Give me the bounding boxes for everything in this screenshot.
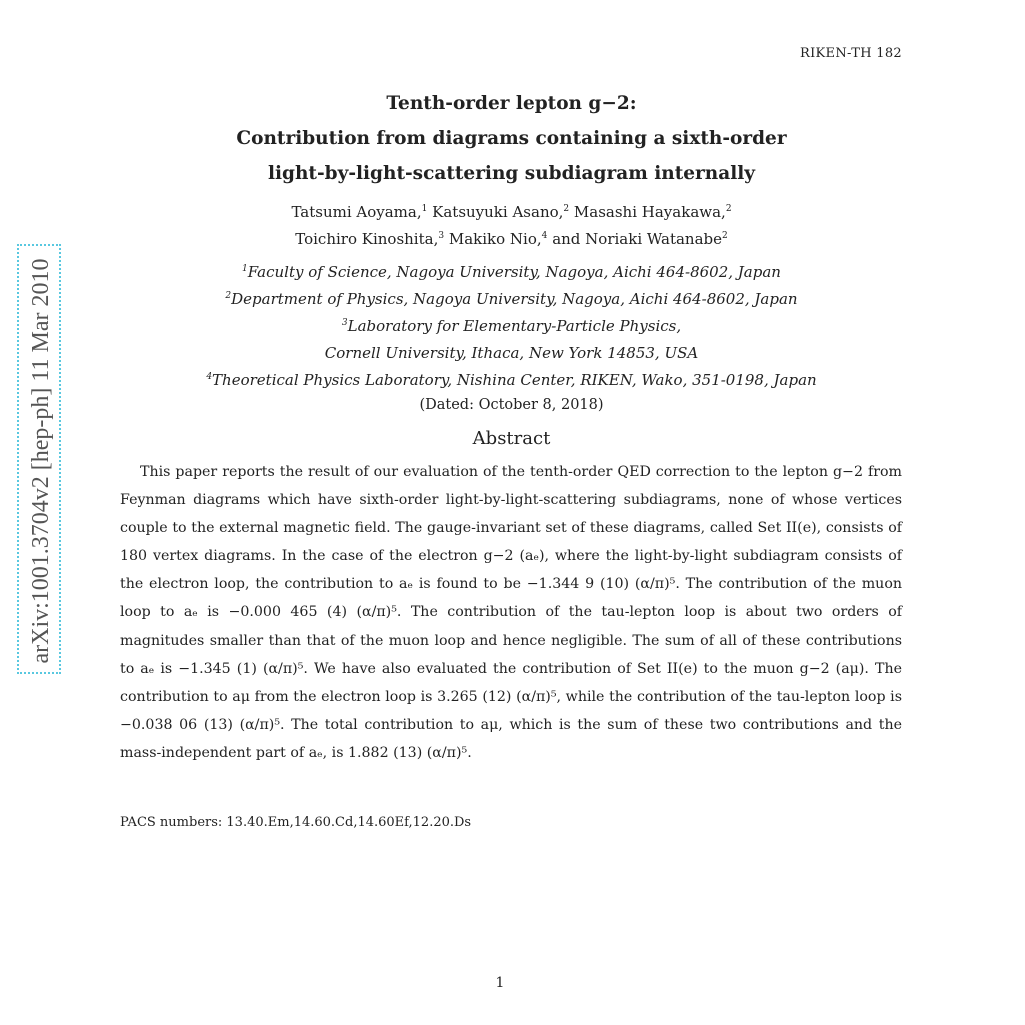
author-affil-mark: 1 (421, 204, 428, 214)
author-line-1 (120, 199, 903, 226)
page-number: 1 (495, 975, 505, 991)
author-name: and Noriaki Watanabe (552, 230, 722, 248)
affiliation-text: Department of Physics, Nagoya University, Nagoya, Aichi 464-8602, Japan (231, 290, 798, 308)
author-name: Katsuyuki Asano, (432, 203, 564, 221)
author-affil-mark: 2 (722, 231, 728, 241)
author-affil-mark: 4 (541, 231, 548, 241)
pacs-numbers: PACS numbers: 13.40.Em,14.60.Cd,14.60Ef,12.20.Ds (120, 815, 472, 830)
title-line-3: light-by-light-scattering subdiagram internally (267, 163, 756, 184)
affiliation-3 (120, 313, 903, 340)
title-line-2: Contribution from diagrams containing a sixth-order (236, 128, 787, 149)
abstract-body (120, 458, 902, 767)
author-name: Makiko Nio, (448, 230, 542, 248)
arxiv-stamp-text: arXiv:1001.3704v2 [hep-ph] 11 Mar 2010 (28, 258, 54, 664)
author-affil-mark: 2 (725, 204, 732, 214)
affiliation-mark: 4 (206, 372, 213, 382)
affiliation-text: Theoretical Physics Laboratory, Nishina Center, RIKEN, Wako, 351-0198, Japan (212, 371, 817, 389)
author-affil-mark: 2 (563, 204, 570, 214)
affiliation-3-cont (120, 340, 903, 367)
author-name: Masashi Hayakawa, (573, 203, 726, 221)
author-name: Toichiro Kinoshita, (295, 230, 439, 248)
affiliation-text: Laboratory for Elementary-Particle Physics, (347, 317, 682, 335)
abstract-heading: Abstract (472, 428, 551, 449)
dated-line: (Dated: October 8, 2018) (419, 397, 604, 413)
paper-title (120, 86, 903, 191)
author-affil-mark: 3 (438, 231, 445, 241)
affiliation-list (120, 259, 903, 394)
affiliation-mark: 2 (225, 291, 232, 301)
report-number: RIKEN-TH 182 (800, 46, 902, 61)
affiliation-mark: 1 (242, 264, 248, 274)
abstract-text: This paper reports the result of our evaluation of the tenth-order QED correction to the lepton g−2 from Feynman diagrams which have sixth-order light-by-light-scattering subdiagrams, none of whose vertices couple to the external magnetic field. The gauge-invariant set of these diagrams, called Set II(e), consists of 180 vertex diagrams. In the case of the electron g−2 (aₑ), where the light-by-light subdiagram consists of the electron loop, the contribution to aₑ is found to be −1.344 9 (10) (α/π)⁵. The contribution of the muon loop to aₑ is −0.000 465 (4) (α/π)⁵. The contribution of the tau-lepton loop is about two orders of magnitudes smaller than that of the muon loop and hence negligible. The sum of all of these contributions to aₑ is −1.345 (1) (α/π)⁵. We have also evaluated the contribution of Set II(e) to the muon g−2 (aμ). The contribution to aμ from the electron loop is 3.265 (12) (α/π)⁵, while the contribution of the tau-lepton loop is −0.038 06 (13) (α/π)⁵. The total contribution to aμ, which is the sum of these two contributions and the mass-independent part of aₑ, is 1.882 (13) (α/π)⁵. (120, 464, 902, 761)
affiliation-mark: 3 (341, 318, 348, 328)
author-line-2 (120, 226, 903, 253)
arxiv-stamp (17, 244, 61, 674)
author-list (120, 199, 903, 253)
affiliation-2 (120, 286, 903, 313)
affiliation-text: Faculty of Science, Nagoya University, Nagoya, Aichi 464-8602, Japan (247, 263, 781, 281)
affiliation-4 (120, 367, 903, 394)
affiliation-text: Cornell University, Ithaca, New York 14853, USA (324, 344, 699, 362)
affiliation-1 (120, 259, 903, 286)
title-line-1: Tenth-order lepton g−2: (386, 93, 637, 114)
author-name: Tatsumi Aoyama, (291, 203, 422, 221)
